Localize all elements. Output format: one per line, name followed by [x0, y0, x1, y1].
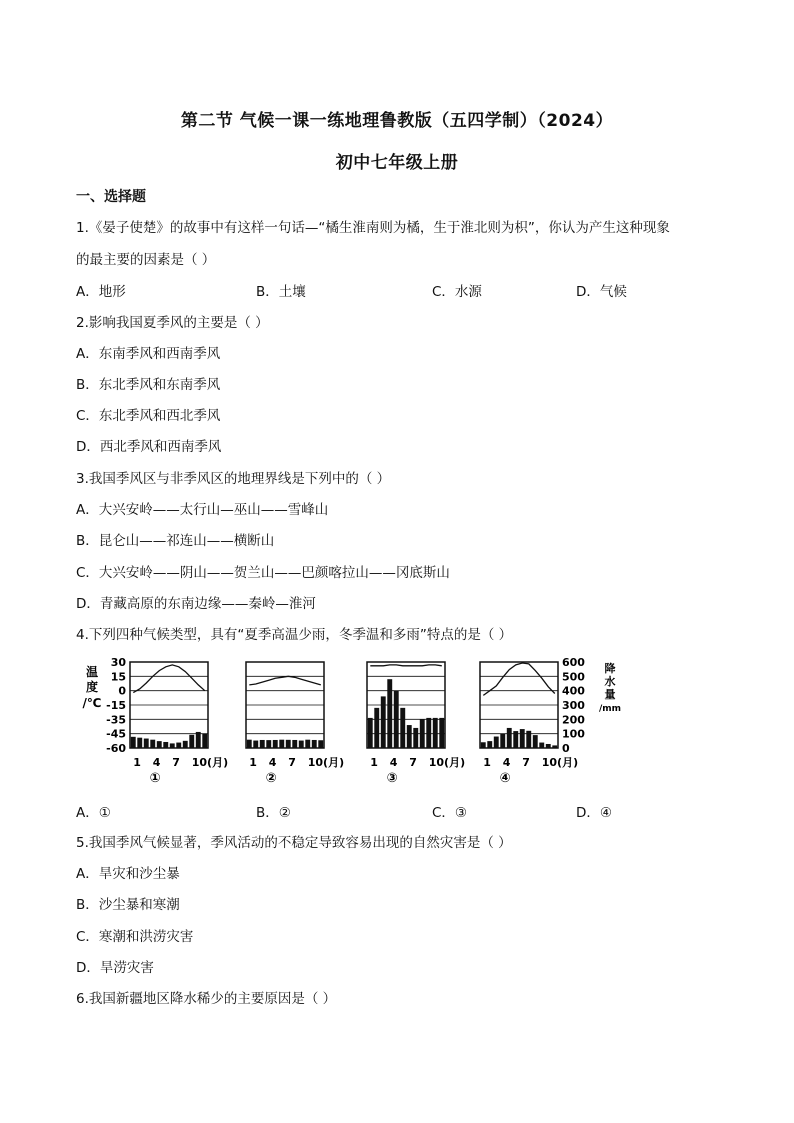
precipitation-bar [507, 728, 512, 748]
section-heading: 一、选择题 [76, 189, 146, 205]
question-2-option-d[interactable]: D．西北季风和西南季风 [76, 439, 222, 455]
question-1-option-b[interactable]: B．土壤 [256, 284, 306, 300]
question-4-option-b[interactable]: B．② [256, 805, 291, 821]
precipitation-bar [439, 718, 444, 748]
question-3-option-c[interactable]: C．大兴安岭——阴山——贺兰山——巴颜喀拉山——冈底斯山 [76, 565, 450, 581]
precipitation-tick: 500 [562, 670, 585, 684]
precipitation-bar [433, 718, 438, 748]
month-tick: 10(月) [541, 756, 579, 769]
question-3-stem: 3.我国季风区与非季风区的地理界线是下列中的（ ） [76, 471, 391, 487]
month-tick: 4 [152, 756, 161, 769]
precipitation-bar [137, 738, 142, 748]
precipitation-bar [260, 740, 265, 748]
precipitation-bar [299, 741, 304, 748]
precipitation-bar [500, 734, 505, 748]
precipitation-bar [400, 708, 405, 748]
precipitation-bar [494, 737, 499, 748]
precipitation-bar [520, 729, 525, 748]
climate-charts-svg [70, 654, 622, 794]
temperature-curve [133, 665, 205, 693]
precipitation-bar [513, 731, 518, 748]
question-4-option-a[interactable]: A．① [76, 805, 111, 821]
month-tick: 7 [409, 756, 417, 769]
precipitation-bar [552, 745, 557, 748]
month-tick: 4 [268, 756, 277, 769]
question-5-option-d[interactable]: D．旱涝灾害 [76, 960, 154, 976]
question-3-option-d[interactable]: D．青藏高原的东南边缘——秦岭—淮河 [76, 596, 316, 612]
precipitation-bar [163, 742, 168, 748]
precipitation-bar [318, 740, 323, 748]
precipitation-tick: 100 [562, 727, 585, 741]
panel-label: ② [265, 771, 277, 786]
question-5-option-b[interactable]: B．沙尘暴和寒潮 [76, 897, 180, 913]
temperature-tick: 15 [110, 670, 126, 684]
precipitation-bar [196, 732, 201, 748]
question-1-stem-line-2: 的最主要的因素是（ ） [76, 252, 216, 268]
month-tick: 4 [502, 756, 511, 769]
precipitation-bar [183, 741, 188, 748]
climate-charts [70, 654, 622, 794]
precipitation-bar [150, 740, 155, 748]
question-2-option-a[interactable]: A．东南季风和西南季风 [76, 346, 221, 362]
month-tick: 4 [389, 756, 398, 769]
precipitation-bar [539, 743, 544, 748]
temperature-axis-label-3: /℃ [82, 696, 102, 710]
question-1-option-c[interactable]: C．水源 [432, 284, 482, 300]
precipitation-bar [144, 739, 149, 748]
question-2-option-c[interactable]: C．东北季风和西北季风 [76, 408, 221, 424]
question-5-stem: 5.我国季风气候显著，季风活动的不稳定导致容易出现的自然灾害是（ ） [76, 835, 512, 851]
temperature-axis-label-1: 温 [85, 665, 99, 679]
question-5-option-a[interactable]: A．旱灾和沙尘暴 [76, 866, 180, 882]
question-1-option-a[interactable]: A．地形 [76, 284, 126, 300]
month-tick: 10(月) [307, 756, 345, 769]
question-2-option-b[interactable]: B．东北季风和东南季风 [76, 377, 221, 393]
precipitation-bar [420, 719, 425, 748]
precipitation-bar [374, 708, 379, 748]
precipitation-bar [202, 734, 207, 748]
precipitation-bar [413, 728, 418, 748]
precipitation-bar [533, 735, 538, 748]
precipitation-bar [381, 696, 386, 748]
temperature-tick: 30 [110, 656, 126, 669]
month-tick: 1 [370, 756, 378, 769]
precipitation-bar [526, 731, 531, 748]
question-2-stem: 2.影响我国夏季风的主要是（ ） [76, 315, 269, 331]
question-1-stem-line-1: 1.《晏子使楚》的故事中有这样一句话—“橘生淮南则为橘，生于淮北则为枳”，你认为产生这种现象 [76, 220, 670, 236]
precipitation-bar [546, 744, 551, 748]
document-title: 第二节 气候一课一练地理鲁教版（五四学制）（2024） [180, 111, 614, 131]
month-tick: 1 [249, 756, 257, 769]
temperature-axis-label-2: 度 [85, 680, 99, 694]
precipitation-bar [368, 718, 373, 748]
precipitation-tick: 200 [562, 713, 585, 727]
precipitation-bar [286, 740, 291, 748]
precipitation-bar [387, 679, 392, 748]
precipitation-bar [170, 743, 175, 748]
temperature-tick: -35 [106, 713, 126, 727]
precipitation-bar [426, 718, 431, 748]
month-tick: 1 [483, 756, 491, 769]
question-5-option-c[interactable]: C．寒潮和洪涝灾害 [76, 929, 194, 945]
question-4-stem: 4.下列四种气候类型，具有“夏季高温少雨，冬季温和多雨”特点的是（ ） [76, 627, 513, 643]
precipitation-axis-label-2: 水 [604, 675, 616, 688]
precipitation-bar [266, 740, 271, 748]
precipitation-bar [176, 743, 181, 748]
question-3-option-b[interactable]: B．昆仑山——祁连山——横断山 [76, 533, 275, 549]
month-tick: 7 [172, 756, 180, 769]
month-tick: 10(月) [428, 756, 466, 769]
precipitation-bar [481, 742, 486, 748]
precipitation-bar [305, 740, 310, 748]
precipitation-axis-label-1: 降 [604, 662, 616, 675]
temperature-tick: -45 [106, 727, 126, 741]
precipitation-tick: 600 [562, 656, 585, 669]
panel-label: ④ [499, 771, 511, 786]
question-1-option-d[interactable]: D．气候 [576, 284, 627, 300]
precipitation-bar [487, 741, 492, 748]
month-tick: 1 [133, 756, 141, 769]
temperature-tick: -60 [106, 742, 126, 755]
precipitation-bar [394, 691, 399, 748]
temperature-curve [370, 665, 442, 666]
precipitation-bar [312, 740, 317, 748]
temperature-tick: 0 [118, 684, 126, 698]
precipitation-bar [407, 725, 412, 748]
precipitation-tick: 0 [562, 742, 570, 755]
question-4-option-c[interactable]: C．③ [432, 805, 468, 821]
precipitation-bar [273, 740, 278, 748]
document-subtitle: 初中七年级上册 [335, 153, 459, 173]
month-tick: 10(月) [191, 756, 229, 769]
question-6-stem: 6.我国新疆地区降水稀少的主要原因是（ ） [76, 991, 337, 1007]
precipitation-axis-label-4: /mm [598, 704, 622, 714]
precipitation-tick: 400 [562, 684, 585, 698]
month-tick: 7 [522, 756, 530, 769]
precipitation-axis-label-3: 量 [604, 688, 616, 701]
precipitation-bar [157, 741, 162, 748]
precipitation-tick: 300 [562, 699, 585, 712]
precipitation-bar [189, 735, 194, 748]
precipitation-bar [292, 740, 297, 748]
precipitation-bar [131, 737, 136, 748]
precipitation-bar [253, 741, 258, 748]
precipitation-bar [247, 740, 252, 748]
question-3-option-a[interactable]: A．大兴安岭——太行山—巫山——雪峰山 [76, 502, 329, 518]
temperature-tick: -15 [106, 699, 126, 712]
panel-label: ③ [386, 771, 398, 786]
panel-label: ① [149, 771, 161, 786]
temperature-curve [249, 676, 320, 685]
question-4-option-d[interactable]: D．④ [576, 805, 612, 821]
precipitation-bar [279, 740, 284, 748]
month-tick: 7 [288, 756, 296, 769]
